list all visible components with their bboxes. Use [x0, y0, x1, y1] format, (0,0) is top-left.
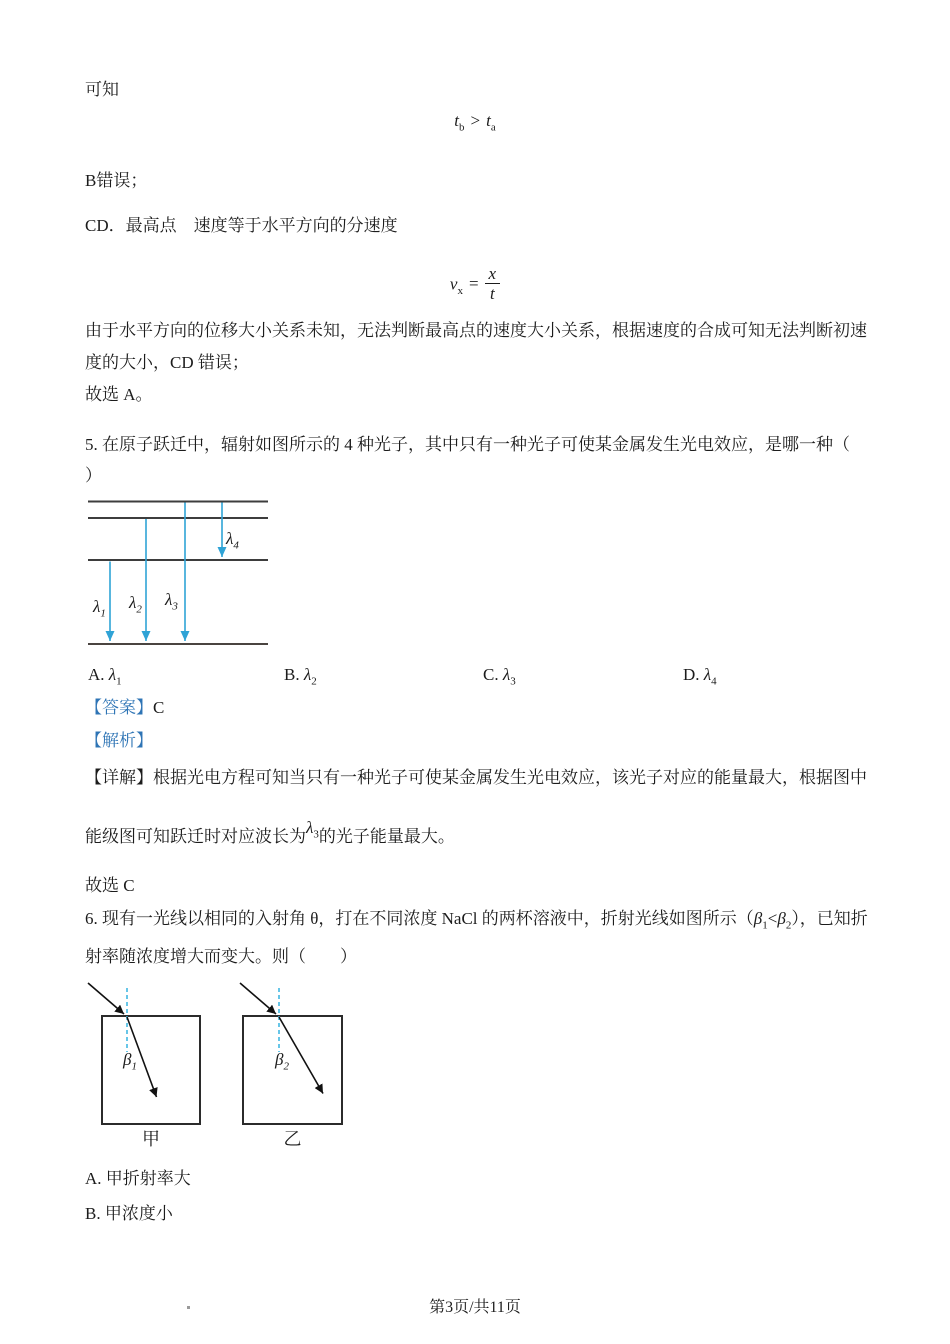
- fig-caption-yi: 乙: [283, 1129, 302, 1149]
- q5-analysis-row: [85, 730, 153, 752]
- q6-stem-line2: 射率随浓度增大而变大。则（ ）: [85, 947, 357, 966]
- lambda2-label: $\lambda_2$: [129, 593, 142, 616]
- lambda4-label: $\lambda_4$: [226, 529, 239, 552]
- inline-lambda3: $\lambda_3$: [306, 818, 319, 841]
- solution4-conclusion: 故选 A。: [85, 385, 153, 404]
- q6-option-a: A. 甲折射率大: [85, 1169, 191, 1188]
- q6-stem-line1: 6. 现有一光线以相同的入射角 θ，打在不同浓度 NaCl 的两杯溶液中，折射光线如图所示$(\beta_1<\beta_2)$，已知折: [85, 909, 868, 932]
- energy-level-svg: [85, 495, 285, 655]
- formula-vx: $v_x$ = $\frac{x}{t}$: [0, 266, 950, 305]
- q5-detail-line2: 能级图可知跃迁时对应波长为$\lambda_3$的光子能量最大。: [85, 818, 455, 846]
- detail-tag: 【详解】: [85, 768, 153, 787]
- solution4-para-line2: 度的大小，CD 错误；: [85, 353, 249, 372]
- q5-option-d: D. $\lambda_4$: [683, 665, 717, 688]
- answer-value: C: [153, 698, 165, 717]
- beaker-yi-box: [243, 1016, 342, 1124]
- beaker-jia-box: [102, 1016, 200, 1124]
- incident-ray-yi: [240, 983, 276, 1014]
- q5-detail-line1: 【详解】根据光电方程可知当只有一种光子可使某金属发生光电效应，该光子对应的能量最大，根据图中: [85, 768, 867, 787]
- page-footer: 第3页/共11页: [429, 1299, 521, 1316]
- q5-option-b: B. $\lambda_2$: [284, 665, 317, 688]
- q6-option-b: B. 甲浓度小: [85, 1204, 173, 1223]
- formula-tb-gt-ta: $t_b > t_a$: [454, 111, 496, 134]
- q5-answer-row: [85, 697, 164, 719]
- analysis-tag: 【解析】: [85, 731, 153, 750]
- beta1-angle-label: $\beta_1$: [123, 1050, 137, 1073]
- q5-stem-line2: ）: [85, 466, 102, 485]
- fraction-x-over-t: $\frac{x}{t}$: [485, 264, 501, 303]
- q5-option-c: C. $\lambda_3$: [483, 665, 516, 688]
- solution4-b-wrong: B错误；: [85, 171, 148, 190]
- fig-caption-jia: 甲: [142, 1129, 160, 1149]
- q5-conclusion: 故选 C: [85, 876, 135, 895]
- beta2-angle-label: $\beta_2$: [275, 1050, 289, 1073]
- lambda3-label: $\lambda_3$: [165, 590, 178, 613]
- q5-option-a: A. $\lambda_1$: [88, 665, 122, 688]
- solution4-intro: 可知: [85, 80, 119, 99]
- answer-tag: 【答案】: [85, 698, 153, 717]
- refraction-diagram: [80, 980, 370, 1160]
- lambda1-label: $\lambda_1$: [93, 597, 106, 620]
- energy-level-diagram: [85, 495, 285, 655]
- solution4-para-line1: 由于水平方向的位移大小关系未知，无法判断最高点的速度大小关系，根据速度的合成可知无法判断初速: [85, 321, 867, 340]
- solution4-cd-line: CD．最高点 速度等于水平方向的分速度: [85, 216, 398, 235]
- q5-stem-line1: 5. 在原子跃迁中，辐射如图所示的 4 种光子，其中只有一种光子可使某金属发生光电效应，是哪一种（: [85, 435, 850, 454]
- incident-ray-jia: [88, 983, 124, 1014]
